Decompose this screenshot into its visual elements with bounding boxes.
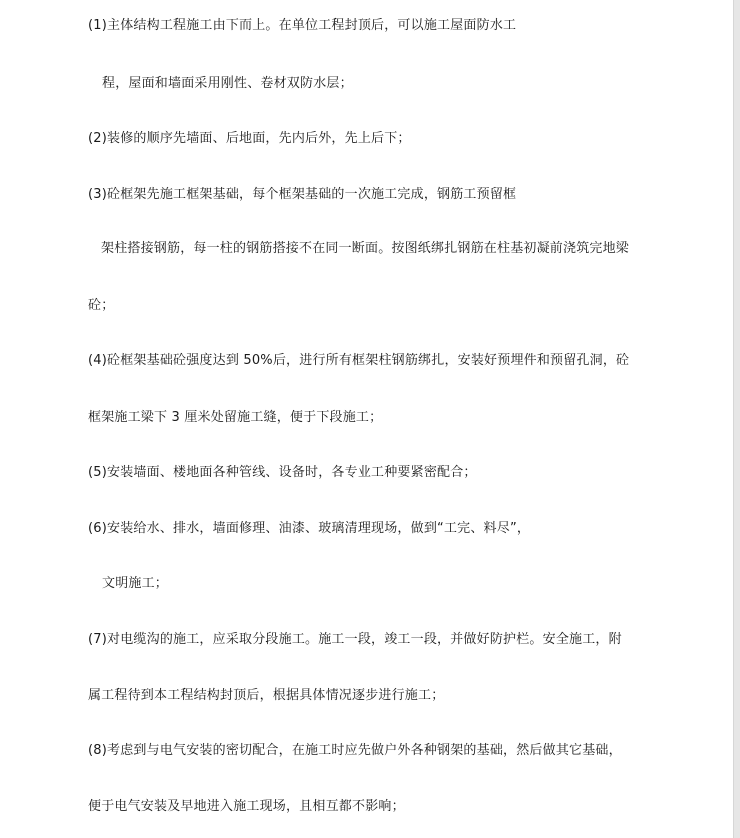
text-line: 属工程待到本工程结构封顶后，根据具体情况逐步进行施工； — [88, 688, 445, 703]
text-line: (2)装修的顺序先墙面、后地面，先内后外，先上后下； — [88, 131, 411, 146]
text-line: (6)安装给水、排水，墙面修理、油漆、玻璃清理现场，做到“工完、料尽”， — [88, 521, 531, 536]
text-line: (7)对电缆沟的施工，应采取分段施工。施工一段，竣工一段，并做好防护栏。安全施工，附 — [88, 632, 622, 647]
text-line: (3)砼框架先施工框架基础，每个框架基础的一次施工完成，钢筋工预留框 — [88, 187, 517, 202]
text-line: 砼； — [88, 298, 115, 313]
text-line: 程，屋面和墙面采用刚性、卷材双防水层； — [102, 76, 353, 91]
text-line: 便于电气安装及早地进入施工现场，且相互都不影响； — [88, 799, 405, 814]
text-line: 文明施工； — [102, 576, 169, 591]
text-line: 框架施工梁下 3 厘米处留施工缝，便于下段施工； — [88, 410, 383, 425]
page-edge-rule — [733, 0, 740, 838]
text-line: (1)主体结构工程施工由下而上。在单位工程封顶后，可以施工屋面防水工 — [88, 18, 517, 33]
text-line: (5)安装墙面、楼地面各种管线、设备时，各专业工种要紧密配合； — [88, 465, 477, 480]
text-line: (4)砼框架基础砼强度达到 50%后，进行所有框架柱钢筋绑扎，安装好预埋件和预留孔洞，砼 — [88, 353, 630, 368]
text-line: 架柱搭接钢筋，每一柱的钢筋搭接不在同一断面。按图纸绑扎钢筋在柱基初凝前浇筑完地梁 — [101, 241, 630, 256]
text-line: (8)考虑到与电气安装的密切配合，在施工时应先做户外各种钢架的基础，然后做其它基础， — [88, 743, 622, 758]
